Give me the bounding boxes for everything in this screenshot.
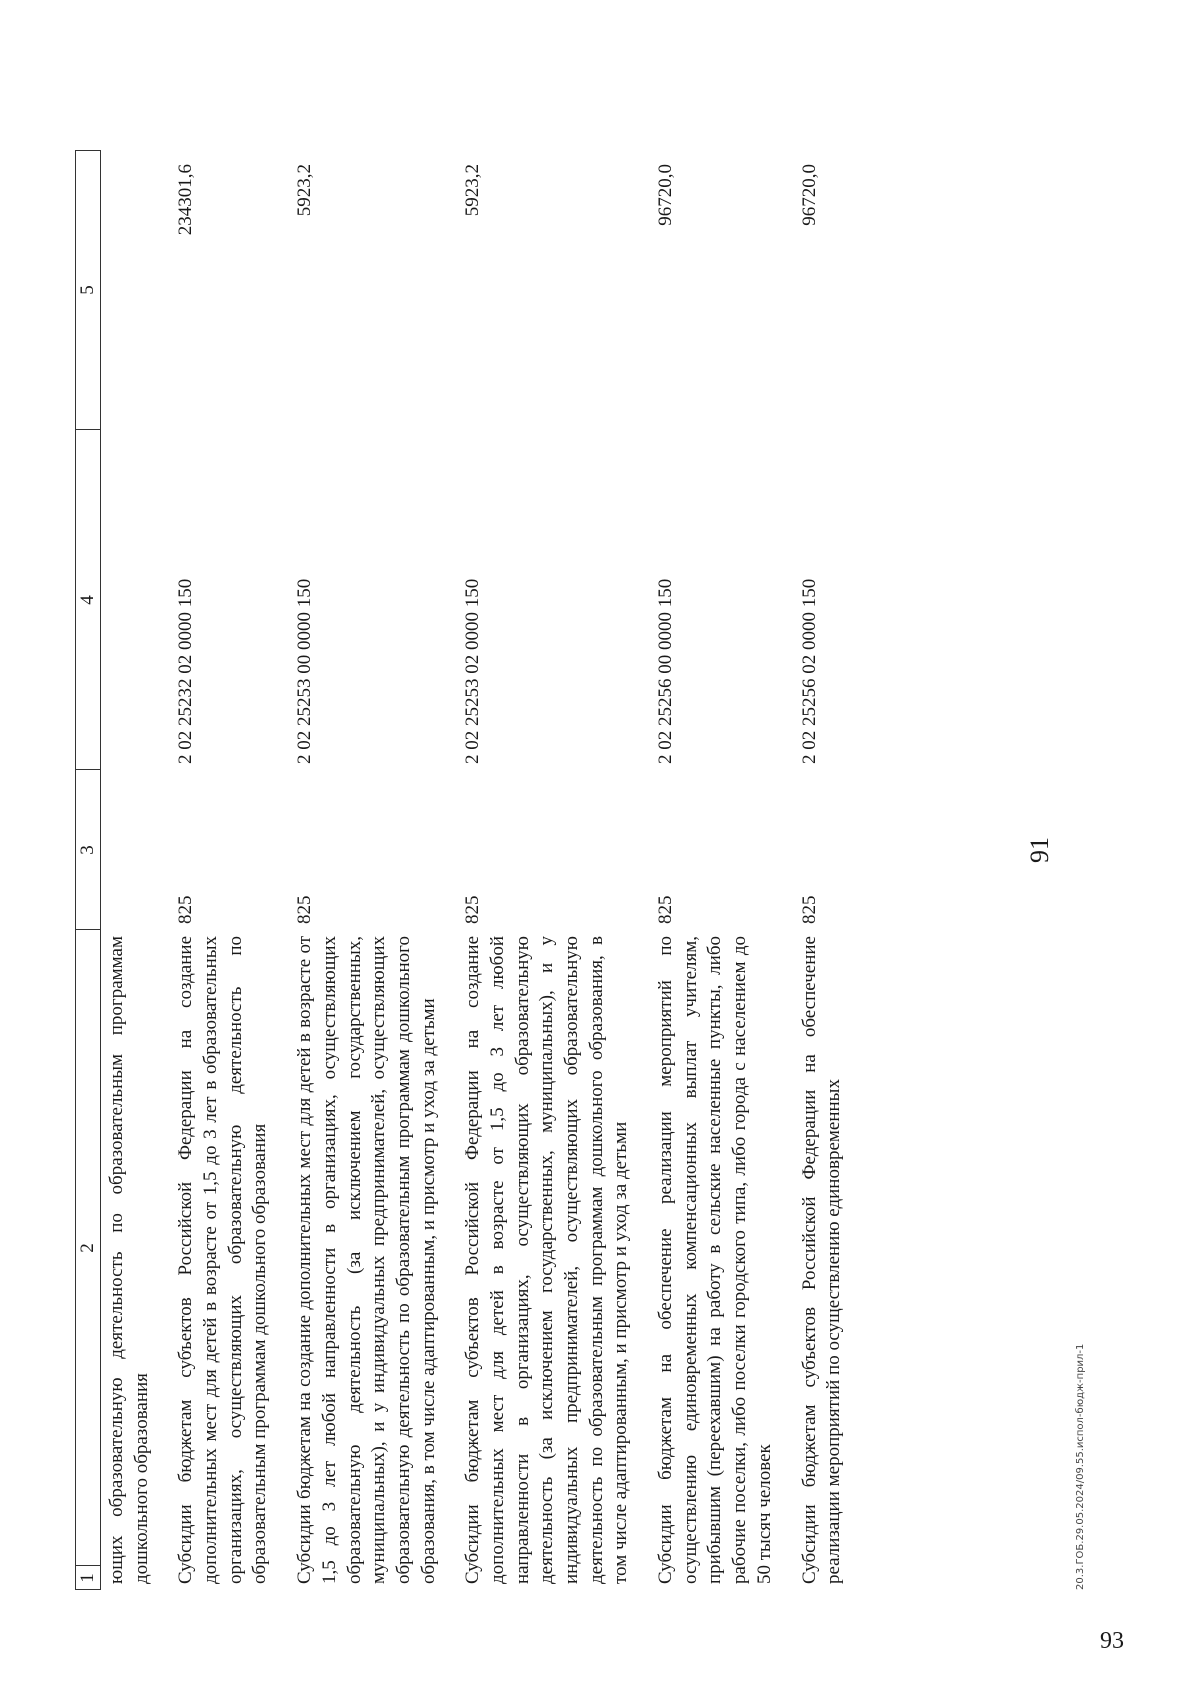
row-budget-code: 2 02 25253 00 0000 150 — [294, 578, 316, 764]
row-description: Субсидии бюджетам субъектов Российской Федерации на обеспечение реализации мероприятий по осуществлению единовременных — [798, 936, 845, 1584]
header-col-2: 2 — [77, 1243, 98, 1253]
row-description: Субсидии бюджетам на создание дополнительных мест для детей в возрасте от 1,5 до 3 лет любой направленности в организациях, осуществляющих образовательную деятельность (за исключением государственных, муниципальных), и у индивидуальных предпринимателей, осуществляющих образовательную деятельность по образовательным программам дошкольного образования, в том числе адаптированным, и присмотр и уход за детьми — [294, 936, 439, 1584]
row-amount: 96720,0 — [655, 164, 677, 226]
row-admin-code: 825 — [798, 895, 820, 924]
row-budget-code: 2 02 25232 02 0000 150 — [175, 578, 197, 764]
table-row — [798, 150, 867, 1590]
row-description: Субсидии бюджетам субъектов Российской Федерации на создание дополнительных мест для детей в возрасте от 1,5 до 3 лет любой направленности в организациях, осуществляющих образовательную деятельность (за исключением государственных, муниципальных), и у индивидуальных предпринимателей, осуществляющих образовательную деятельность по образовательным программам дошкольного образования, в том числе адаптированным, и присмотр и уход за детьми — [462, 936, 632, 1584]
row-amount: 96720,0 — [798, 164, 820, 226]
header-col-1: 1 — [77, 1573, 98, 1583]
header-col-5: 5 — [77, 285, 98, 295]
header-col-3: 3 — [77, 845, 98, 855]
row-admin-code: 825 — [655, 895, 677, 924]
row-description: Субсидии бюджетам на обеспечение реализации мероприятий по осуществлению единовременных компенсационных выплат учителям, прибывшим (переехавшим) на работу в сельские населенные пункты, либо рабочие поселки, либо поселки городского типа, либо города с населением до 50 тысяч человек — [655, 936, 775, 1584]
table-row — [174, 150, 293, 1590]
row-budget-code: 2 02 25256 00 0000 150 — [655, 578, 677, 764]
document-page-number: 91 — [1025, 837, 1054, 863]
table-row — [654, 150, 797, 1590]
row-amount: 5923,2 — [294, 164, 316, 217]
footer-code: 20.3.ГОБ.29.05.2024/09.55.испол-бюдж-прил-1 — [1075, 1343, 1086, 1590]
row-admin-code — [105, 770, 174, 930]
sheet-page-number: 93 — [1100, 1628, 1124, 1654]
header-col-4: 4 — [77, 595, 98, 605]
row-budget-code: 2 02 25256 02 0000 150 — [798, 578, 820, 764]
row-amount — [105, 150, 174, 430]
row-budget-code: 2 02 25253 02 0000 150 — [462, 578, 484, 764]
table-row — [461, 150, 654, 1590]
row-budget-code — [105, 430, 174, 770]
table-row — [293, 150, 461, 1590]
row-description: ющих образовательную деятельность по образовательным программам дошкольного образования — [106, 936, 152, 1584]
row-description: Субсидии бюджетам субъектов Российской Федерации на создание дополнительных мест для детей в возрасте от 1,5 до 3 лет в образовательных организациях, осуществляющих образовательную деятельность по образовательным программам дошкольного образования — [175, 936, 271, 1584]
row-admin-code: 825 — [175, 895, 197, 924]
rotated-document — [35, 50, 1135, 1650]
revenue-table — [105, 150, 867, 1590]
table-row — [105, 150, 174, 1590]
row-admin-code: 825 — [294, 895, 316, 924]
row-amount: 5923,2 — [462, 164, 484, 217]
row-amount: 234301,6 — [175, 164, 197, 236]
row-admin-code: 825 — [462, 895, 484, 924]
